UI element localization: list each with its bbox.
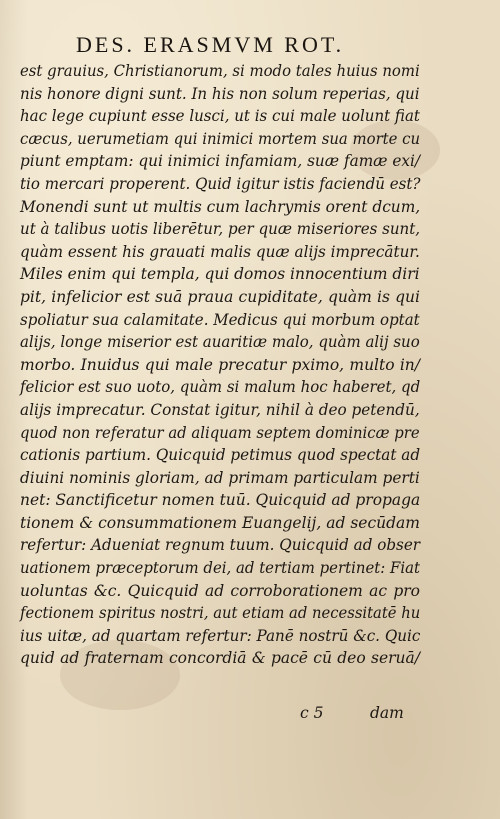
catchword: dam	[370, 704, 404, 722]
text-line: refertur: Adueniat regnum tuum. Quicquid ad obser	[20, 536, 421, 555]
text-line: alijs, longe miserior est auaritiæ malo, quàm alij suo	[20, 333, 420, 352]
text-line: pit, infelicior est suā praua cupiditate, quàm is qui	[20, 287, 420, 306]
text-line: quàm essent his grauati malis quæ alijs imprecātur.	[20, 242, 420, 261]
text-line: cationis partium. Quicquid petimus quod spectat ad	[20, 446, 421, 465]
text-line: ut à talibus uotis liberētur, per quæ miseriores sunt,	[20, 220, 421, 239]
text-line: uoluntas &c. Quicquid ad corroborationem ac pro	[20, 581, 420, 600]
text-line: cæcus, uerumetiam qui inimici mortem sua morte cu	[20, 129, 421, 148]
text-line: Monendi sunt ut multis cum lachrymis orent dcum,	[20, 197, 421, 216]
text-line: quid ad fraternam concordiā & pacē cū deo seruā/	[20, 649, 420, 668]
text-line: Miles enim qui templa, qui domos innocentium diri	[20, 265, 420, 284]
text-line: spoliatur sua calamitate. Medicus qui morbum optat	[20, 310, 420, 329]
signature-mark: c 5	[300, 704, 324, 722]
text-line: piunt emptam: qui inimici infamiam, suæ famæ exi/	[20, 152, 421, 171]
running-head: DES. ERASMVM ROT.	[76, 32, 345, 57]
text-line: uationem præceptorum dei, ad tertiam pertinet: Fiat	[20, 559, 421, 578]
text-line: quod non referatur ad aliquam septem dominicæ pre	[20, 423, 420, 442]
text-line: tio mercari properent. Quid igitur istis faciendū est?	[20, 174, 421, 193]
body-text	[20, 60, 420, 670]
text-line: alijs imprecatur. Constat igitur, nihil à deo petendū,	[20, 400, 420, 419]
text-line: net: Sanctificetur nomen tuū. Quicquid ad propaga	[20, 491, 421, 510]
text-line: morbo. Inuidus qui male precatur pximo, multo in/	[20, 355, 420, 374]
text-line: ius uitæ, ad quartam refertur: Panē nostrū &c. Quic	[20, 626, 421, 645]
text-line: est grauius, Christianorum, si modo tales huius nomi	[20, 62, 420, 80]
text-line: felicior est suo uoto, quàm si malum hoc haberet, qd	[20, 378, 421, 397]
footer-line	[300, 704, 420, 722]
text-line: diuini nominis gloriam, ad primam particulam perti	[20, 468, 420, 487]
text-line: nis honore digni sunt. In his non solum reperias, qui	[20, 84, 420, 103]
text-line: tionem & consummationem Euangelij, ad secūdam	[20, 513, 420, 532]
text-line: fectionem spiritus nostri, aut etiam ad necessitatē hu	[20, 604, 421, 623]
text-line: hac lege cupiunt esse lusci, ut is cui male uolunt fiat	[20, 107, 420, 126]
